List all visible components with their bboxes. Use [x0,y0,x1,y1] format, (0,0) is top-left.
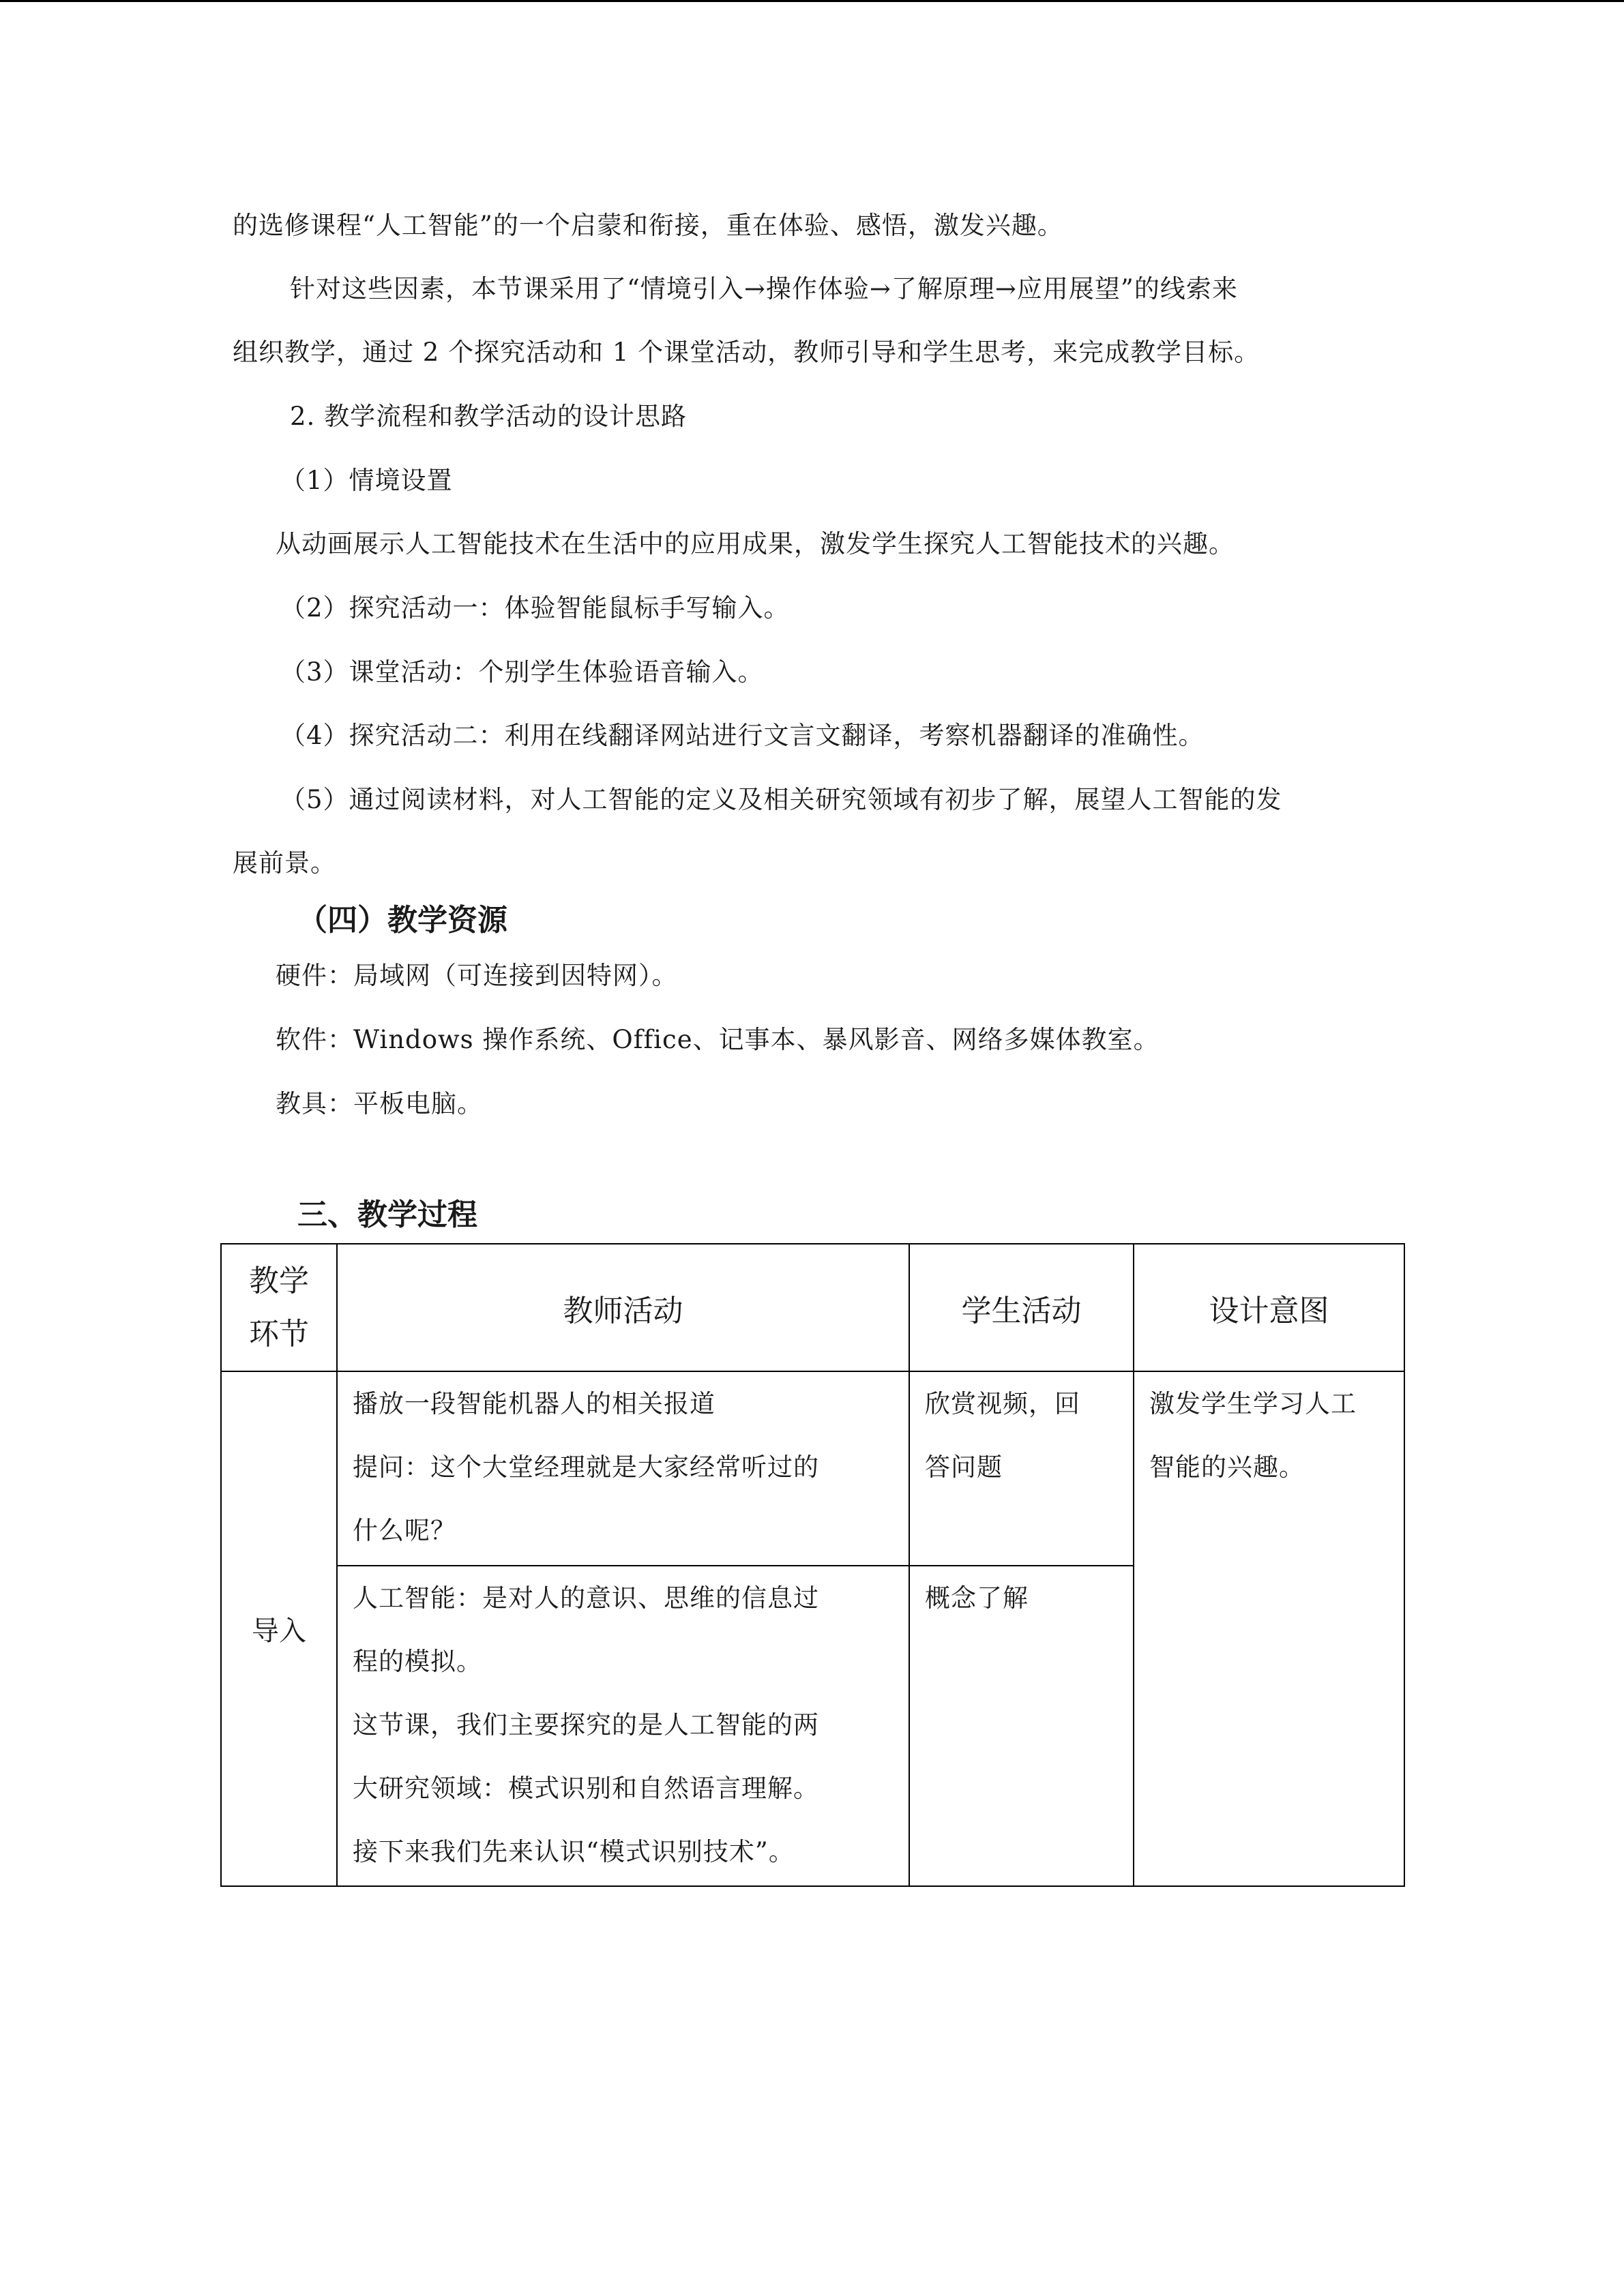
student-line: 答问题 [925,1452,1003,1482]
page-top-border [0,0,1624,2]
paragraph-animation: 从动画展示人工智能技术在生活中的应用成果，激发学生探究人工智能技术的兴趣。 [276,529,1235,558]
paragraph-approach-line1: 针对这些因素，本节课采用了“情境引入→操作体验→了解原理→应用展望”的线索来 [290,274,1238,303]
heading-teaching-resources: （四）教学资源 [297,903,507,938]
student-activity-cell [909,1371,1134,1566]
teacher-line: 大研究领域：模式识别和自然语言理解。 [353,1774,819,1803]
teaching-process-table [220,1243,1405,1887]
intent-line: 激发学生学习人工 [1149,1389,1357,1418]
table-row [221,1371,1404,1566]
student-activity-cell [909,1566,1134,1886]
resource-software: 软件：Windows 操作系统、Office、记事本、暴风影音、网络多媒体教室。 [276,1025,1160,1054]
intent-line: 智能的兴趣。 [1149,1452,1305,1482]
header-stage-line2: 环节 [249,1316,309,1352]
student-line: 欣赏视频，回 [925,1389,1080,1418]
teacher-line: 提问：这个大堂经理就是大家经常听过的 [353,1452,819,1482]
resource-tools: 教具：平板电脑。 [276,1089,483,1118]
teacher-line: 什么呢？ [353,1516,456,1545]
stage-cell-intro: 导入 [221,1371,337,1886]
teacher-line: 播放一段智能机器人的相关报道 [353,1389,715,1418]
section-subheading-flow: 2. 教学流程和教学活动的设计思路 [290,402,688,431]
teacher-activity-cell [337,1566,909,1886]
header-teacher-activity: 教师活动 [337,1244,909,1371]
teacher-activity-cell [337,1371,909,1566]
heading-teaching-process: 三、教学过程 [297,1197,477,1232]
table-header-row [221,1244,1404,1371]
list-item-scenario: （1）情境设置 [280,466,453,495]
teacher-line: 这节课，我们主要探究的是人工智能的两 [353,1710,819,1740]
teacher-line: 接下来我们先来认识“模式识别技术”。 [353,1837,795,1866]
header-stage [221,1244,337,1371]
design-intent-cell [1134,1371,1404,1886]
header-design-intent: 设计意图 [1134,1244,1404,1371]
paragraph-course-intro: 的选修课程“人工智能”的一个启蒙和衔接，重在体验、感悟，激发兴趣。 [233,211,1063,240]
teacher-line: 程的模拟。 [353,1647,482,1676]
teacher-line: 人工智能：是对人的意识、思维的信息过 [353,1583,819,1613]
header-stage-line1: 教学 [249,1263,309,1298]
list-item-reading-line2: 展前景。 [233,848,336,878]
list-item-reading-line1: （5）通过阅读材料，对人工智能的定义及相关研究领域有初步了解，展望人工智能的发 [280,785,1282,814]
resource-hardware: 硬件：局域网（可连接到因特网）。 [276,961,678,990]
student-line: 概念了解 [925,1583,1029,1613]
list-item-class-activity: （3）课堂活动：个别学生体验语音输入。 [280,657,764,687]
list-item-activity-two: （4）探究活动二：利用在线翻译网站进行文言文翻译，考察机器翻译的准确性。 [280,721,1205,750]
header-student-activity: 学生活动 [909,1244,1134,1371]
paragraph-approach-line2: 组织教学，通过 2 个探究活动和 1 个课堂活动，教师引导和学生思考，来完成教学目标。 [233,338,1260,367]
list-item-activity-one: （2）探究活动一：体验智能鼠标手写输入。 [280,593,790,623]
